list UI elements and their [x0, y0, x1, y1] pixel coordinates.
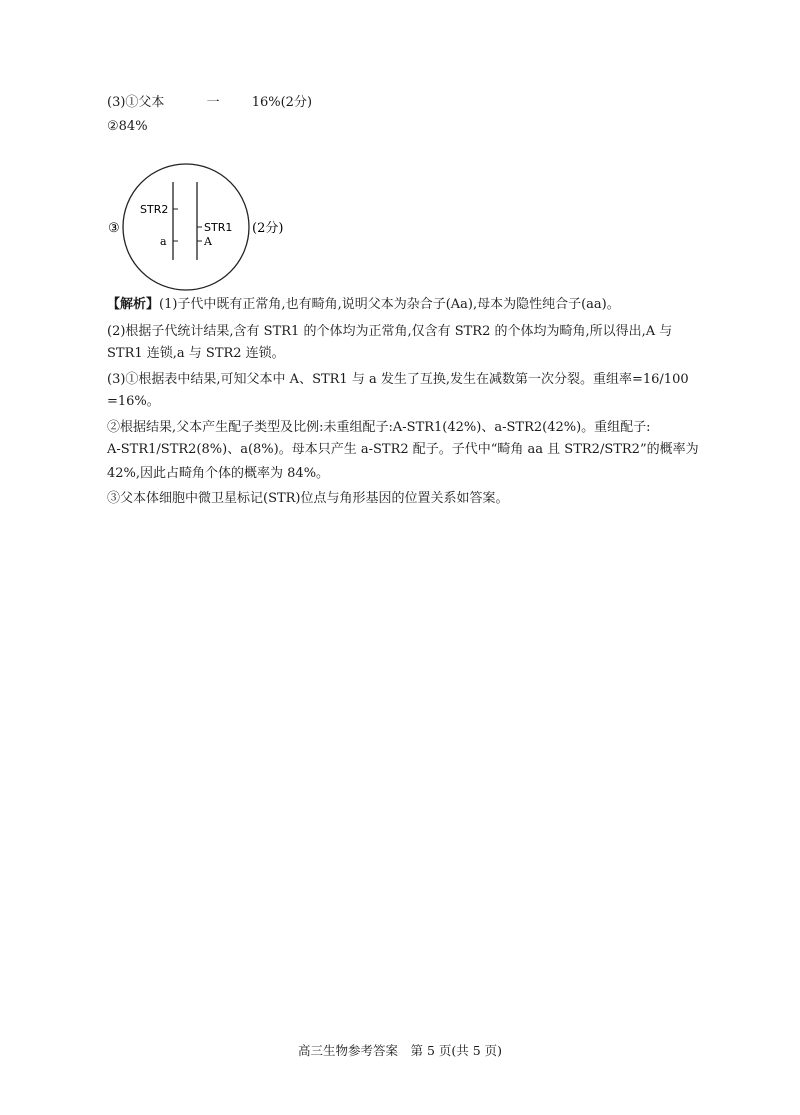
answer-3-3-label: ③	[108, 221, 120, 236]
analysis-line-4: (3)①根据表中结果,可知父本中 A、STR1 与 a 发生了互换,发生在减数第一次分裂。重组率=16/100	[107, 372, 689, 387]
analysis-line-6: ②根据结果,父本产生配子类型及比例:未重组配子:A-STR1(42%)、a-STR2(42%)。重组配子:	[107, 420, 651, 435]
analysis-text-1: (1)子代中既有正常角,也有畸角,说明父本为杂合子(Aa),母本为隐性纯合子(aa)。	[159, 297, 620, 312]
answer-3-1-value: 16%(2分)	[251, 95, 313, 110]
analysis-heading: 【解析】	[107, 297, 160, 312]
answer-3-1-prefix: (3)①父本	[107, 95, 165, 110]
diagram-score: (2分)	[252, 221, 284, 236]
analysis-line-1	[107, 296, 620, 313]
answer-3-2: ②84%	[107, 119, 148, 134]
answer-3-1	[107, 94, 312, 111]
label-str2: STR2	[140, 203, 169, 216]
analysis-line-3: STR1 连锁,a 与 STR2 连锁。	[107, 346, 285, 361]
label-A: A	[204, 235, 212, 248]
chromosome-diagram-svg	[100, 160, 300, 300]
page-footer: 高三生物参考答案 第 5 页(共 5 页)	[297, 1043, 503, 1058]
analysis-line-9: ③父本体细胞中微卫星标记(STR)位点与角形基因的位置关系如答案。	[107, 491, 509, 506]
answer-3-1-dash: 一	[206, 95, 220, 110]
label-a: a	[160, 235, 167, 248]
chromosome-diagram	[100, 160, 300, 300]
analysis-line-5: =16%。	[107, 394, 160, 409]
analysis-line-8: 42%,因此占畸角个体的概率为 84%。	[107, 466, 330, 481]
analysis-line-7: A-STR1/STR2(8%)、a(8%)。母本只产生 a-STR2 配子。子代中“畸角 aa 且 STR2/STR2”的概率为	[107, 442, 699, 457]
label-str1: STR1	[204, 221, 233, 234]
analysis-line-2: (2)根据子代统计结果,含有 STR1 的个体均为正常角,仅含有 STR2 的个体均为畸角,所以得出,A 与	[107, 324, 673, 339]
